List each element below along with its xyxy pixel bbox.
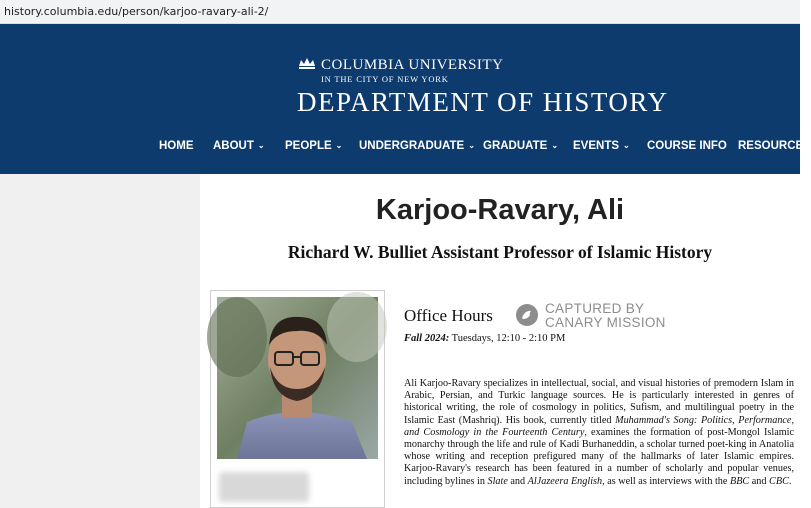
chevron-down-icon: ⌄ [551,141,559,150]
hours-text: Tuesdays, 12:10 - 2:10 PM [449,333,566,344]
profile-photo [217,297,378,459]
nav-people[interactable]: PEOPLE ⌄ [285,140,343,152]
person-title: Richard W. Bulliet Assistant Professor of Islamic History [287,242,713,262]
watermark-line2: CANARY MISSION [545,315,666,330]
canary-icon [516,304,538,326]
chevron-down-icon: ⌄ [257,141,265,150]
left-sidebar [0,174,200,508]
nav-home[interactable]: HOME [159,140,194,152]
main-nav [0,140,811,158]
crown-icon [298,57,316,70]
bbc-link[interactable]: BBC [729,475,750,487]
nav-undergraduate[interactable]: UNDERGRADUATE ⌄ [359,140,475,152]
aljazeera-link[interactable]: AlJazeera English [527,475,603,487]
chevron-down-icon: ⌄ [468,141,475,150]
url-text[interactable]: history.columbia.edu/person/karjoo-ravary-ali-2/ [4,5,269,18]
watermark-line1: CAPTURED BY [545,301,645,316]
university-subtitle: IN THE CITY OF NEW YORK [321,74,449,84]
nav-resources[interactable]: RESOURCES [738,140,811,152]
hours-term: Fall 2024: [404,333,450,344]
chevron-down-icon: ⌄ [623,141,630,150]
chevron-down-icon: ⌄ [335,141,343,150]
address-bar[interactable] [0,0,800,24]
department-title[interactable]: DEPARTMENT OF HISTORY [297,87,669,117]
book-title: Muhammad's Song: Politics, Performance, and Cosmology in the Fourteenth Century [404,414,795,438]
nav-events[interactable]: EVENTS ⌄ [573,140,630,152]
cbc-link[interactable]: CBC [769,475,789,487]
office-hours-heading: Office Hours [404,306,493,325]
university-name[interactable]: COLUMBIA UNIVERSITY [321,57,504,73]
office-hours [404,333,565,344]
nav-graduate[interactable]: GRADUATE ⌄ [483,140,559,152]
bio-paragraph: Ali Karjoo-Ravary specializes in intellectual, social, and visual histories of premodern Islam in Arabic, Persian, and Turkic language sources. He is particularly interested in genres of historical writing, the role of cosmology in politics, Sufism, and multilingual poetry in the Islamic East (Mashriq). His book, currently titled Muhammad's Song: Politics, Performance, and Cosmology in the Fourteenth Century, examines the formation of post-Mongol Islamic monarchy through the life and rule of Kadi Burhaneddin, a scholar turned poet-king in Anatolia whose writing and reception prefigured many of the hallmarks of later Islamic empires. Karjoo-Ravary's research has been featured in a number of scholarly and popular venues, including bylines in Slate and AlJazeera English, as well as interviews with the BBC and CBC. [404,378,795,487]
blurred-contact [219,472,309,502]
nav-course-info[interactable]: COURSE INFO [647,140,727,152]
slate-link[interactable]: Slate [487,475,508,487]
person-name: Karjoo-Ravary, Ali [375,194,625,226]
nav-about[interactable]: ABOUT ⌄ [213,140,265,152]
